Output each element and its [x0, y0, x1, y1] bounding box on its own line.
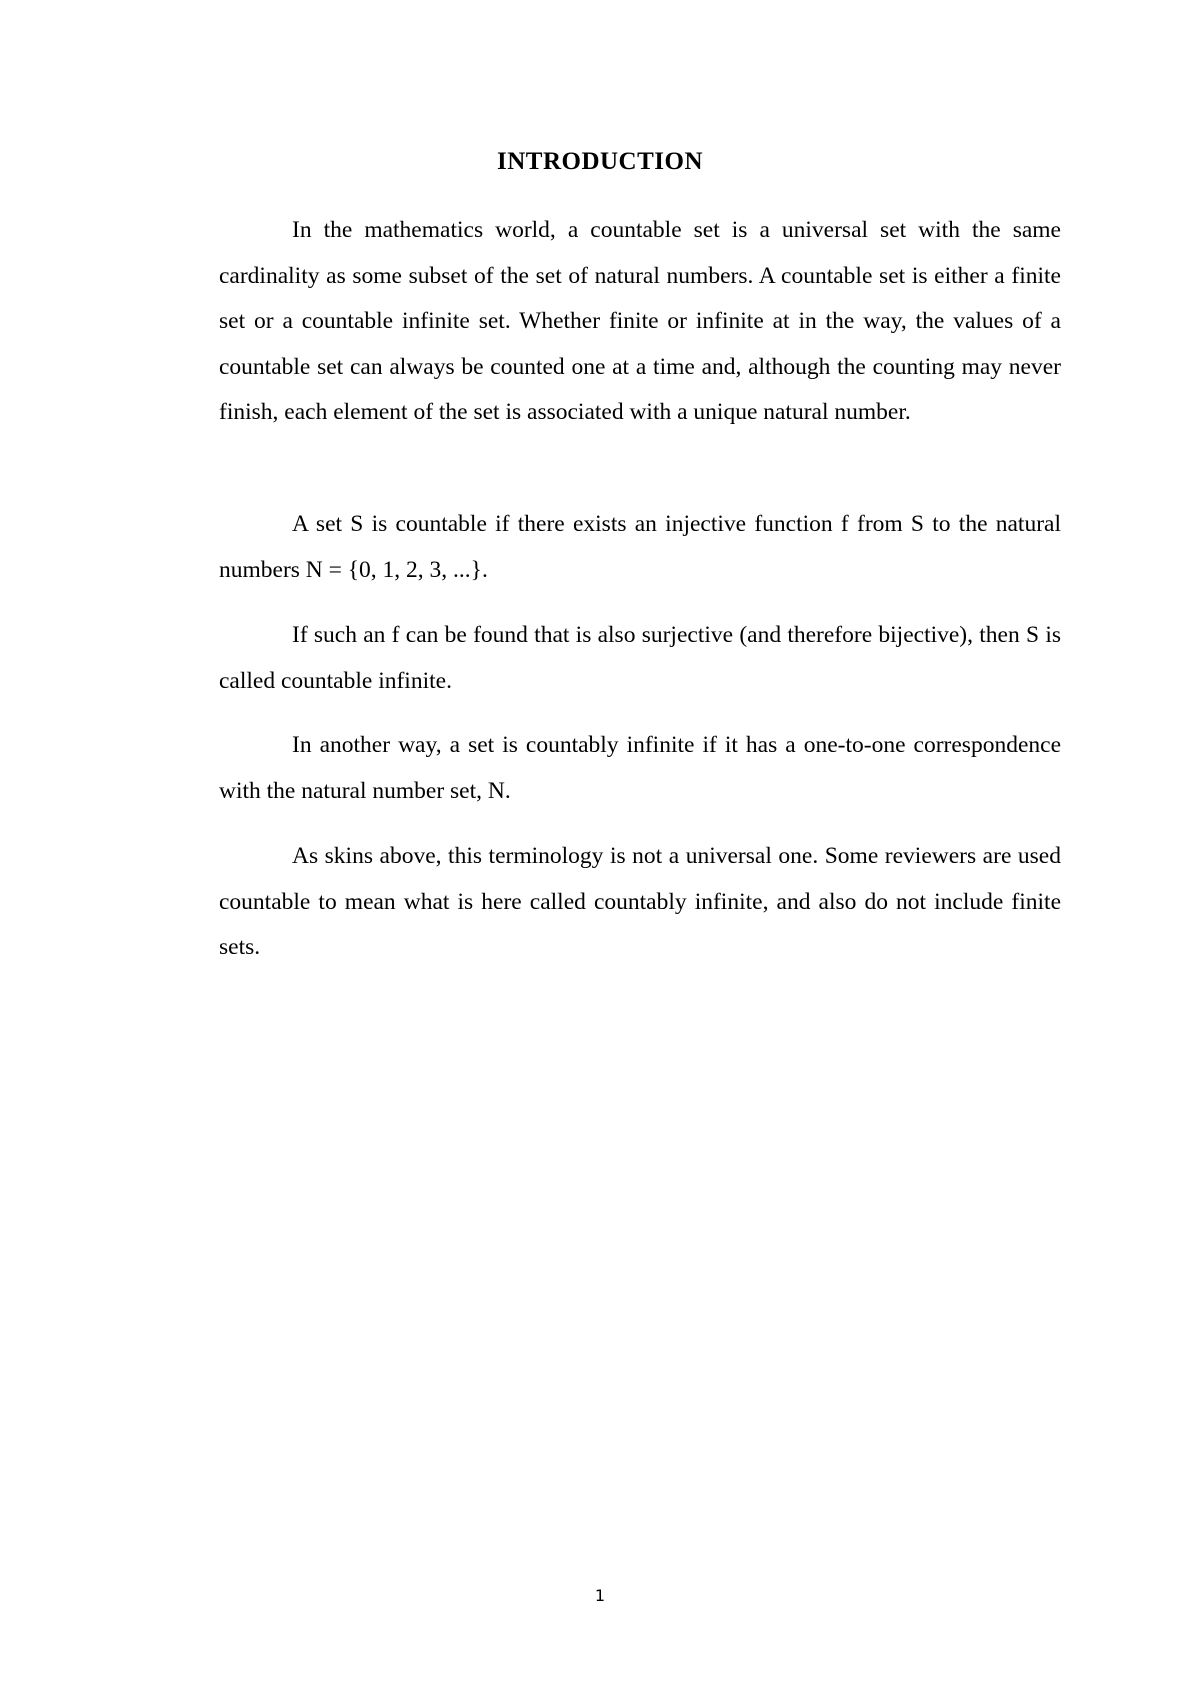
- page-number: 1: [594, 1586, 606, 1605]
- page-title: INTRODUCTION: [496, 148, 704, 175]
- paragraph-injective-function: A set S is countable if there exists an injective function f from S to the natural numbers N = {0, 1, 2, 3, ...}.: [219, 511, 1061, 583]
- paragraph-countable-set-definition: In the mathematics world, a countable set is a universal set with the same cardinality as some subset of the set of natural numbers. A countable set is either a finite set or a countable infinite set. Whether finite or infinite at in the way, the values of a countable set can always be counted one at a time and, although the counting may never finish, each element of the set is associated with a unique natural number.: [219, 217, 1061, 425]
- paragraph-surjective: If such an f can be found that is also surjective (and therefore bijective), then S is called countable infinite.: [219, 622, 1061, 694]
- paragraph-terminology: As skins above, this terminology is not a universal one. Some reviewers are used countable to mean what is here called countably infinite, and also do not include finite sets.: [219, 843, 1061, 960]
- paragraph-one-to-one: In another way, a set is countably infinite if it has a one-to-one correspondence with the natural number set, N.: [219, 732, 1061, 804]
